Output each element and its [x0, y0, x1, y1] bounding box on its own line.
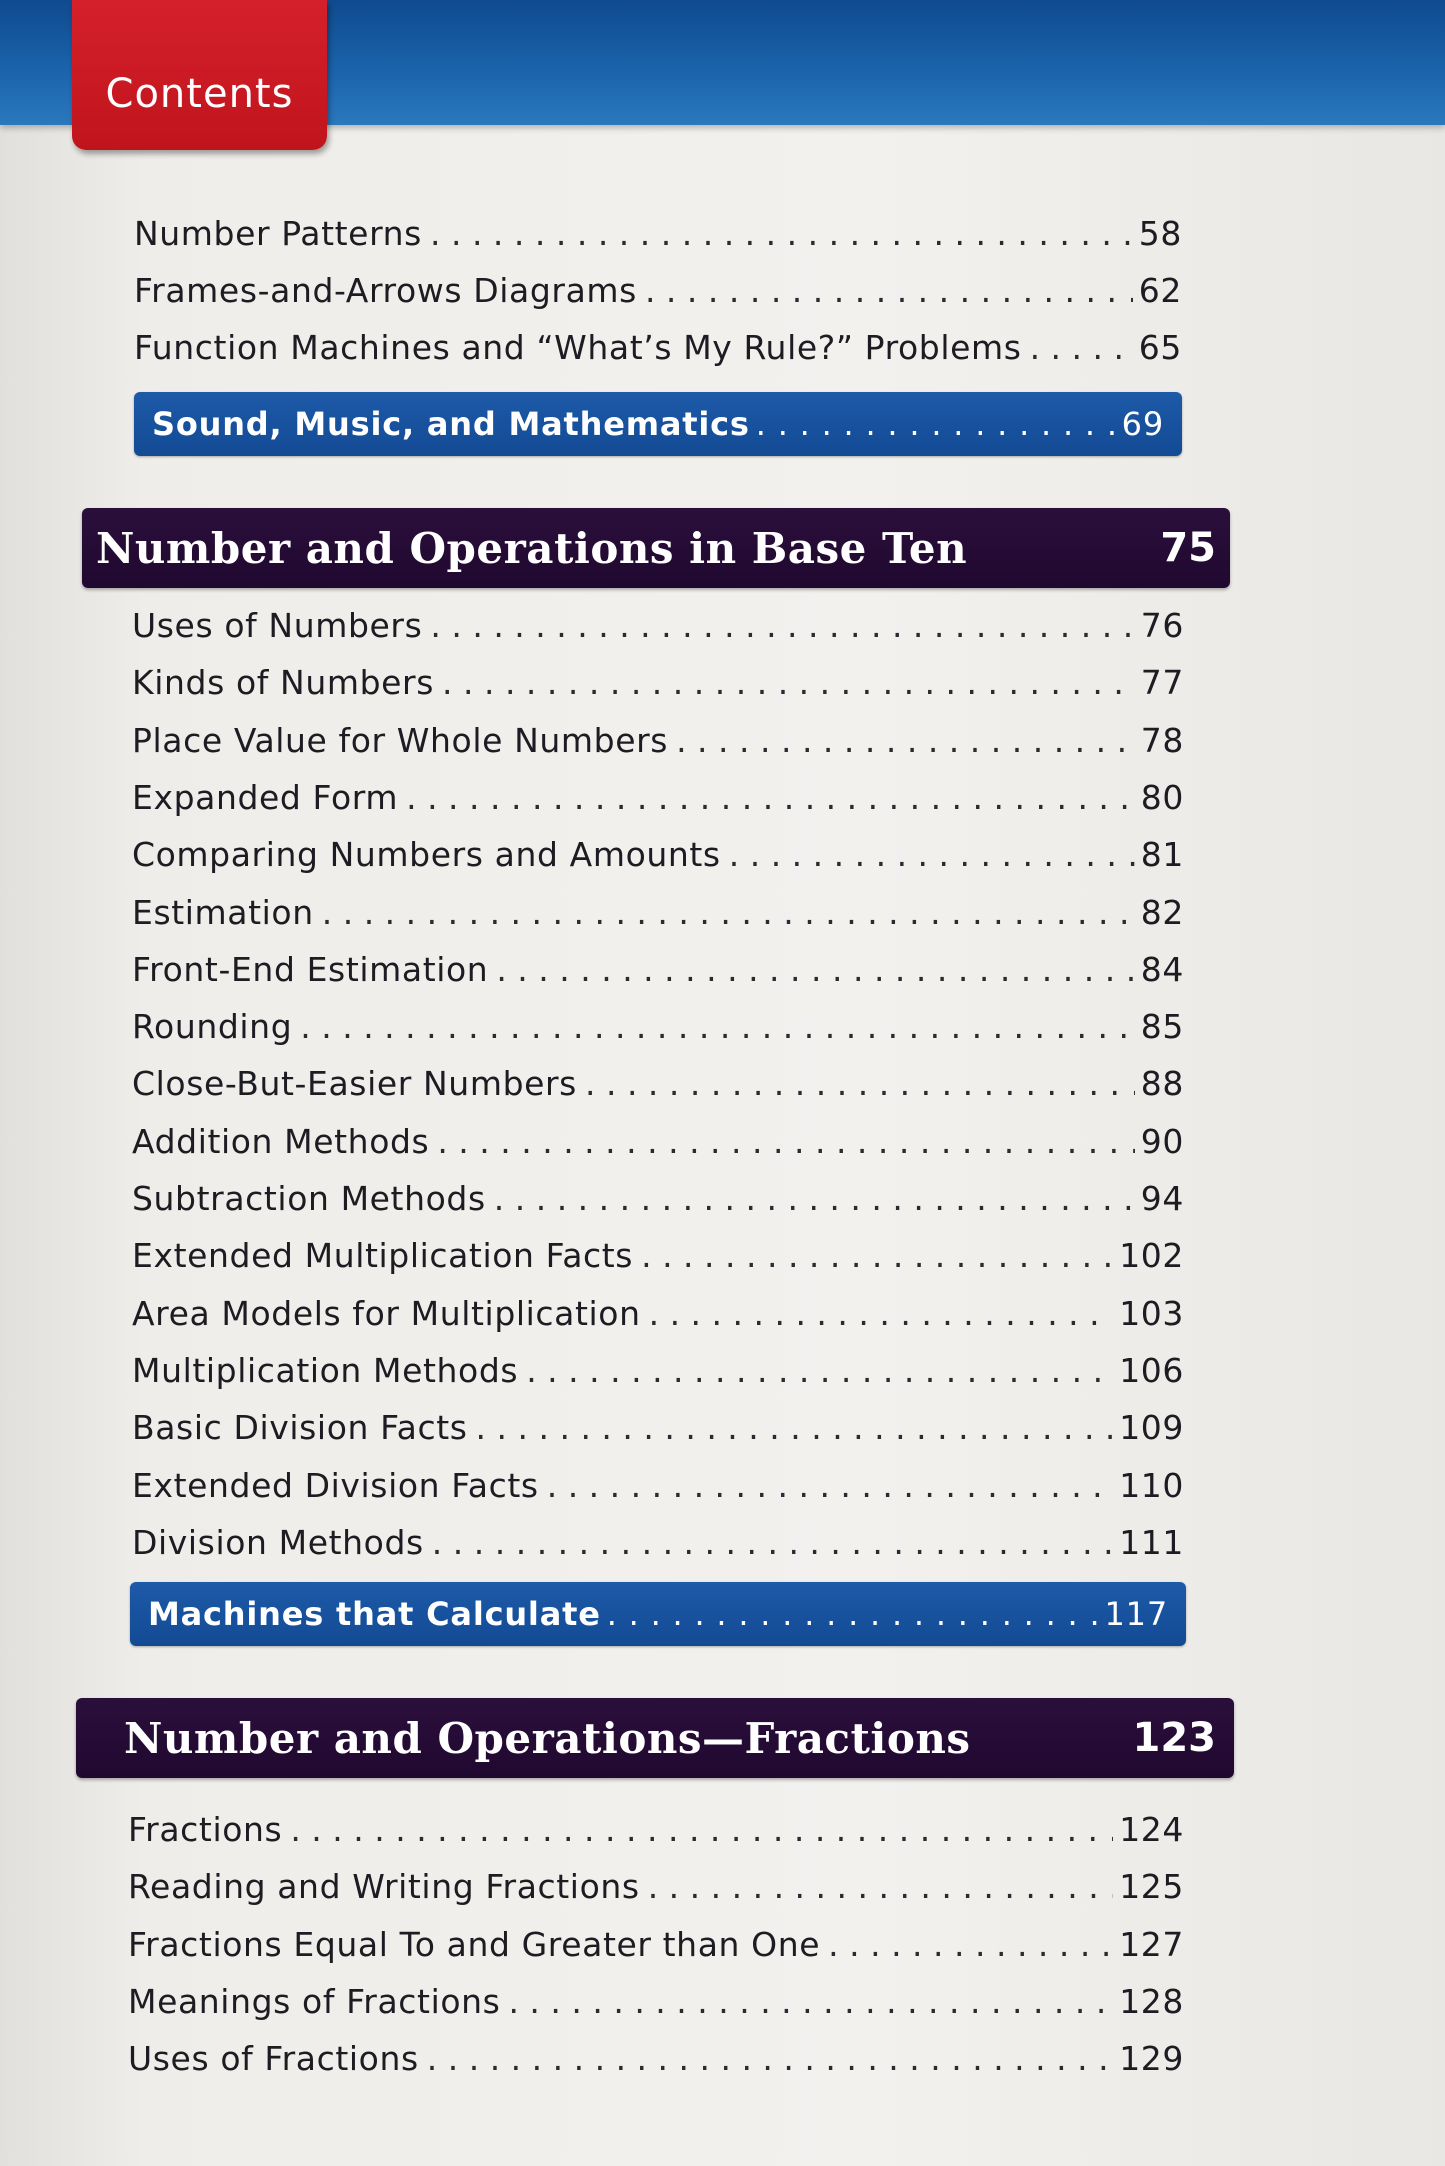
- toc-entry-title: Rounding: [132, 1007, 293, 1047]
- toc-entry-title: Division Methods: [132, 1522, 424, 1562]
- toc-entry-page: 84: [1140, 949, 1184, 989]
- dot-leader: [676, 721, 1135, 760]
- toc-entry[interactable]: [132, 1351, 1184, 1401]
- toc-entry-page: 103: [1119, 1293, 1184, 1333]
- dot-leader: [430, 606, 1134, 645]
- dot-leader: [601, 1595, 1105, 1633]
- dot-leader: [547, 1466, 1113, 1505]
- toc-entry-title: Reading and Writing Fractions: [128, 1867, 640, 1907]
- toc-entry-page: 82: [1140, 892, 1184, 932]
- toc-entry-page: 77: [1140, 663, 1184, 703]
- toc-entry-title: Function Machines and “What’s My Rule?” Problems: [134, 328, 1022, 367]
- toc-entry[interactable]: [132, 1466, 1184, 1516]
- toc-entry[interactable]: [128, 2039, 1184, 2089]
- dot-leader: [442, 663, 1135, 702]
- toc-entry-page: 111: [1119, 1522, 1184, 1562]
- toc-entry-page: 102: [1119, 1236, 1184, 1276]
- toc-entry-page: 125: [1119, 1867, 1184, 1907]
- toc-entry-title: Basic Division Facts: [132, 1408, 468, 1448]
- toc-entry[interactable]: [132, 663, 1184, 713]
- toc-entry-page: 85: [1140, 1007, 1184, 1047]
- feature-page: 69: [1121, 405, 1164, 443]
- dot-leader: [322, 893, 1135, 932]
- toc-entry-page: 88: [1140, 1064, 1184, 1104]
- toc-entry-title: Extended Division Facts: [132, 1465, 539, 1505]
- dot-leader: [430, 214, 1133, 253]
- dot-leader: [476, 1408, 1114, 1447]
- section-title: Number and Operations—Fractions: [124, 1713, 971, 1763]
- dot-leader: [649, 1294, 1114, 1333]
- toc-entry-title: Frames-and-Arrows Diagrams: [134, 271, 637, 310]
- section-page: 123: [1132, 1715, 1216, 1761]
- toc-entry[interactable]: [128, 1867, 1184, 1917]
- dot-leader: [508, 1982, 1113, 2021]
- dot-leader: [645, 271, 1133, 310]
- toc-entry-page: 128: [1119, 1981, 1184, 2021]
- toc-entry-title: Number Patterns: [134, 214, 422, 253]
- toc-entry-page: 62: [1138, 271, 1182, 310]
- dot-leader: [496, 950, 1134, 989]
- toc-entry[interactable]: [132, 950, 1184, 1000]
- toc-entry[interactable]: [128, 1982, 1184, 2032]
- toc-entry[interactable]: [128, 1810, 1184, 1860]
- dot-leader: [526, 1351, 1113, 1390]
- toc-entry-title: Fractions Equal To and Greater than One: [128, 1924, 821, 1964]
- dot-leader: [437, 1122, 1134, 1161]
- dot-leader: [432, 1523, 1113, 1562]
- toc-entry-page: 109: [1119, 1408, 1184, 1448]
- dot-leader: [729, 835, 1135, 874]
- toc-entry[interactable]: [132, 606, 1184, 656]
- dot-leader: [648, 1867, 1114, 1906]
- toc-entry-title: Addition Methods: [132, 1121, 430, 1161]
- dot-leader: [290, 1810, 1113, 1849]
- toc-entry-title: Fractions: [128, 1810, 283, 1849]
- toc-entry[interactable]: [132, 721, 1184, 771]
- dot-leader: [406, 778, 1135, 817]
- toc-entry-title: Area Models for Multiplication: [132, 1293, 641, 1333]
- toc-entry-title: Extended Multiplication Facts: [132, 1236, 634, 1276]
- toc-entry-page: 106: [1119, 1350, 1184, 1390]
- toc-entry-page: 129: [1119, 2039, 1184, 2079]
- toc-entry-title: Expanded Form: [132, 777, 399, 817]
- toc-entry-title: Close-But-Easier Numbers: [132, 1064, 577, 1104]
- toc-entry-title: Meanings of Fractions: [128, 1981, 501, 2021]
- feature-bar[interactable]: [130, 1582, 1186, 1646]
- toc-entry[interactable]: [132, 1408, 1184, 1458]
- toc-entry[interactable]: [134, 271, 1182, 321]
- toc-entry-page: 127: [1119, 1924, 1184, 1964]
- toc-entry-title: Comparing Numbers and Amounts: [132, 835, 721, 875]
- toc-entry-page: 65: [1138, 328, 1182, 367]
- toc-entry[interactable]: [134, 328, 1182, 378]
- toc-entry[interactable]: [132, 1523, 1184, 1573]
- section-title: Number and Operations in Base Ten: [96, 523, 968, 573]
- toc-entry[interactable]: [132, 1179, 1184, 1229]
- feature-bar[interactable]: [134, 392, 1182, 456]
- toc-entry-page: 124: [1119, 1810, 1184, 1849]
- feature-title: Sound, Music, and Mathematics: [152, 405, 750, 443]
- toc-entry[interactable]: [132, 893, 1184, 943]
- toc-entry-title: Estimation: [132, 892, 314, 932]
- dot-leader: [585, 1064, 1135, 1103]
- toc-entry-page: 58: [1138, 214, 1182, 253]
- dot-leader: [750, 405, 1122, 443]
- dot-leader: [300, 1007, 1135, 1046]
- dot-leader: [828, 1925, 1113, 1964]
- toc-entry-page: 76: [1140, 606, 1184, 645]
- toc-entry-title: Kinds of Numbers: [132, 663, 435, 703]
- toc-entry[interactable]: [128, 1925, 1184, 1975]
- contents-tab-label: Contents: [105, 71, 294, 117]
- section-header[interactable]: [76, 1698, 1234, 1778]
- toc-entry-title: Place Value for Whole Numbers: [132, 720, 669, 760]
- toc-entry-page: 81: [1140, 835, 1184, 875]
- toc-entry[interactable]: [134, 214, 1182, 264]
- toc-entry-page: 90: [1140, 1121, 1184, 1161]
- toc-entry-title: Multiplication Methods: [132, 1350, 519, 1390]
- feature-page: 117: [1104, 1595, 1168, 1633]
- toc-entry[interactable]: [132, 778, 1184, 828]
- feature-title: Machines that Calculate: [148, 1595, 601, 1633]
- toc-entry-title: Uses of Fractions: [128, 2039, 419, 2079]
- toc-entry-title: Uses of Numbers: [132, 606, 423, 645]
- toc-entry[interactable]: [132, 1236, 1184, 1286]
- toc-entry-page: 80: [1140, 777, 1184, 817]
- dot-leader: [494, 1179, 1135, 1218]
- toc-entry[interactable]: [132, 1122, 1184, 1172]
- toc-entry[interactable]: [132, 1007, 1184, 1057]
- dot-leader: [427, 2039, 1113, 2078]
- section-page: 75: [1160, 525, 1216, 571]
- toc-entry-page: 94: [1140, 1179, 1184, 1218]
- dot-leader: [1030, 328, 1133, 367]
- toc-entry-title: Front-End Estimation: [132, 949, 489, 989]
- toc-entry[interactable]: [132, 1294, 1184, 1344]
- dot-leader: [641, 1236, 1113, 1275]
- toc-entry-page: 110: [1119, 1465, 1184, 1505]
- toc-entry-page: 78: [1140, 720, 1184, 760]
- toc-entry[interactable]: [132, 835, 1184, 885]
- section-header[interactable]: [82, 508, 1230, 588]
- toc-entry-title: Subtraction Methods: [132, 1179, 486, 1218]
- toc-entry[interactable]: [132, 1064, 1184, 1114]
